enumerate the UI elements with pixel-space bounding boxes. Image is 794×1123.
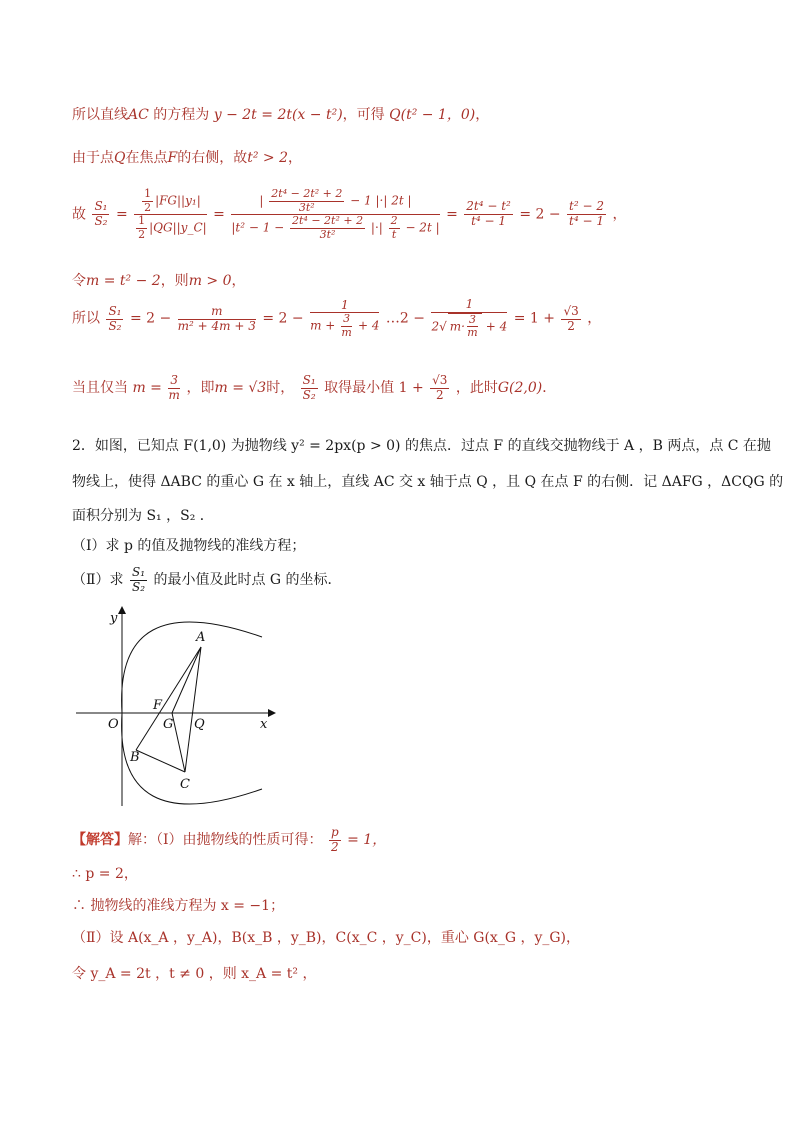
answer-line-2: ∴ p = 2，: [72, 866, 138, 882]
parabola-figure: [70, 600, 280, 810]
math: m = t² − 2: [86, 273, 161, 289]
line-bc: [136, 750, 185, 772]
label-c: C: [180, 777, 190, 792]
text: 令: [72, 273, 86, 289]
text: ，: [475, 107, 490, 123]
equation: y − 2t = 2t(x − t²): [213, 107, 343, 123]
label-y: y: [110, 611, 118, 626]
solution-line-6: 当且仅当 m = $\frac{3}{m}$ ，即m = √3时， $\frac{\text{S₁}}{\text{S₂}}$ 取得最小值 1 + $\frac{√3}{2}$ ，此时G(2,0)．: [72, 373, 557, 402]
label-q: Q: [194, 717, 205, 732]
text: 的方程为: [148, 107, 214, 123]
math: Q: [114, 150, 126, 166]
question-1: （Ⅰ）求 p 的值及抛物线的准线方程；: [72, 538, 306, 554]
label-f: F: [153, 698, 163, 713]
math: t² > 2: [247, 150, 288, 166]
text: 故: [72, 206, 86, 223]
math: F: [167, 150, 178, 166]
math: m > 0: [188, 273, 232, 289]
answer-line-5: 令 y_A = 2t ，t ≠ 0 ，则 x_A = t² ，: [72, 966, 317, 982]
solution-line-2: [72, 150, 302, 167]
answer-line-3: ∴ 抛物线的准线方程为 x = −1；: [72, 898, 285, 914]
ratio-s1-s2: $\frac{\text{S₁}}{\text{S₂}}$: [94, 199, 108, 229]
problem-text-line-2: 物线上，使得 ΔABC 的重心 G 在 x 轴上，直线 AC 交 x 轴于点 Q ，且 Q 在点 F 的右侧．记 ΔAFG ，ΔCQG 的: [72, 474, 784, 490]
expanded-fraction: | $\frac{\text{2t⁴ − 2t² + 2}}{\text{3t²}}$ − 1 |·| 2t | |t² − 1 − $\frac{\text{2t⁴ − 2t² + 2}}{\text{3t²}}$ |·| $\frac{2}{t}$ − 2t |: [231, 187, 440, 241]
line-gc: [172, 713, 185, 772]
problem-text-line-3: 面积分别为 S₁ ，S₂ ．: [72, 508, 214, 524]
line-ab: [136, 647, 201, 750]
label-x: x: [260, 717, 268, 732]
question-2: （Ⅱ）求 $\frac{\text{S₁}}{\text{S₂}}$ 的最小值及此时点 G 的坐标．: [72, 565, 342, 594]
text: 所以直线: [72, 107, 128, 123]
math: AC: [128, 107, 149, 123]
math: Q(t² − 1，0): [389, 107, 476, 123]
text: 由于点: [72, 150, 114, 166]
solution-line-1: [72, 107, 489, 124]
solution-line-4: [72, 273, 246, 290]
solution-line-3: 故 $\frac{\text{S₁}}{\text{S₂}}$ = $\frac{1}{2}$ |FG||y₁| $\frac{1}{2}$ |QG||y_C| = | $\frac{\text{2t⁴ − 2t² + 2}}{\text{3t²}}$ − 1 |·| 2t | |t² − 1 − $\frac{\text{2t⁴ − 2t² + 2}}{\text{3t²}}$ |·| $\frac{2}{t}$ − 2t | = $\frac{\text{2t⁴ − t²}}{\text{t⁴ − 1}}$ = 2 − $\frac{\text{t² − 2}}{\text{t⁴ − 1}}$ ，: [72, 187, 627, 241]
solution-line-5: 所以 $\frac{\text{S₁}}{\text{S₂}}$ = 2 − $\frac{m}{\text{m² + 4m + 3}}$ = 2 − 1 m + $\frac{3}{m}$ + 4 …2 − 1 2√ m· $\frac{3}{m}$ + 4 = 1 + $\frac{√3}{2}$ ，: [72, 297, 602, 340]
text: ，: [287, 150, 302, 166]
answer-line-1: 【解答】解：（Ⅰ）由抛物线的性质可得： $\frac{p}{2}$ = 1，: [72, 825, 387, 854]
y-axis-arrow-icon: [118, 606, 126, 614]
answer-tag: 【解答】: [72, 831, 128, 848]
label-o: O: [108, 717, 119, 732]
label-b: B: [130, 750, 140, 765]
label-a: A: [196, 630, 206, 645]
ratio-s1-s2: $\frac{\text{S₁}}{\text{S₂}}$: [108, 303, 122, 333]
text: ，: [231, 273, 246, 289]
simplified-fraction: $\frac{\text{2t⁴ − t²}}{\text{t⁴ − 1}}$: [466, 199, 511, 229]
text: ，可得: [342, 107, 390, 123]
label-g: G: [163, 717, 174, 732]
text: 在焦点: [125, 150, 168, 166]
simplified-fraction-2: $\frac{\text{t² − 2}}{\text{t⁴ − 1}}$: [569, 199, 604, 229]
x-axis-arrow-icon: [268, 709, 276, 717]
answer-line-4: （Ⅱ）设 A(x_A ，y_A)，B(x_B ，y_B)，C(x_C ，y_C)，重心 G(x_G ，y_G)，: [72, 930, 581, 946]
problem-text-line-1: 2．如图，已知点 F(1,0) 为抛物线 y² = 2px(p > 0) 的焦点．过点 F 的直线交抛物线于 A ，B 两点，点 C 在抛: [72, 438, 771, 454]
text: ，则: [160, 273, 189, 289]
text: 的右侧，故: [177, 150, 248, 166]
area-ratio-fraction: $\frac{1}{2}$ |FG||y₁| $\frac{1}{2}$ |QG||y_C|: [134, 188, 207, 242]
